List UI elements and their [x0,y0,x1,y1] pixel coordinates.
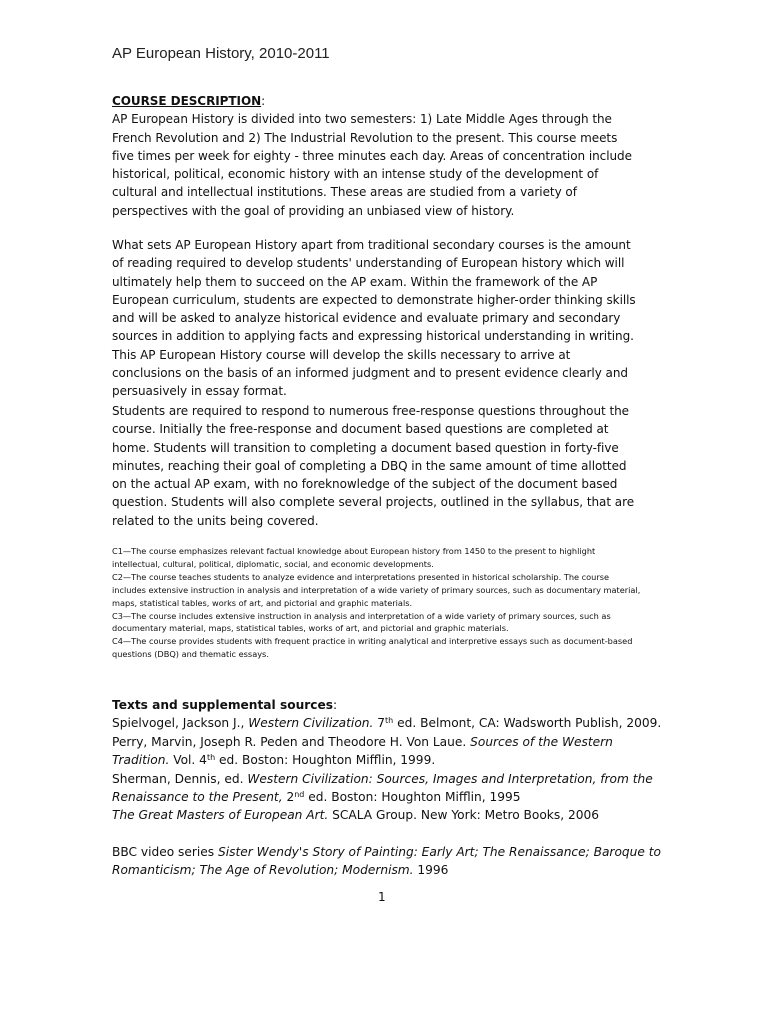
curricular-requirement-c2: C2—The course teaches students to analyze evidence and interpretations presented in historical scholarship. The course includes extensive instruction in analysis and interpretation of a wide variety of primary sources, such as documentary material, maps, statistical tables, works of art, and pictorial and graphic materials. [112,571,641,608]
source-entry-perry [112,733,652,770]
source-title: Western Civilization. [248,716,374,731]
source-title: The Great Masters of European Art. [112,808,329,823]
document-header: AP European History, 2010-2011 [112,45,330,62]
texts-heading-line [112,696,652,714]
source-publication: ed. Belmont, CA: Wadsworth Publish, 2009. [393,716,662,731]
source-title: Western Civilization: Sources, Images and Interpretation, from the [247,771,653,786]
video-series-year: 1996 [413,863,449,878]
source-publication: SCALA Group. New York: Metro Books, 2006 [328,808,599,823]
course-description-heading: COURSE DESCRIPTION [112,94,262,108]
video-series-prefix: BBC video series [112,844,219,859]
source-edition-suffix: nd [294,790,305,800]
course-description-paragraph-3: Students are required to respond to numerous free-response questions throughout the course. Initially the free-response and document based questions are completed at home. Students will transition to completing a document based question in forty-five minutes, reaching their goal of completing a DBQ in the same amount of time allotted on the actual AP exam, with no foreknowledge of the subject of the document based question. Students will also complete several projects, outlined in the syllabus, that are related to the units being covered. [112,404,635,528]
course-description-paragraph-1: AP European History is divided into two semesters: 1) Late Middle Ages through the French Revolution and 2) The Industrial Revolution to the present. This course meets five times per week for eighty - three minutes each day. Areas of concentration include historical, political, economic history with an intense study of the development of cultural and intellectual institutions. These areas are studied from a variety of perspectives with the goal of providing an unbiased view of history. [112,112,632,218]
source-publication: ed. Boston: Houghton Mifflin, 1999. [215,753,436,768]
course-description-paragraph-2: What sets AP European History apart from traditional secondary courses is the amount of reading required to develop students' understanding of European history which will ultimately help them to succeed on the AP exam. Within the framework of the AP European curriculum, students are expected to demonstrate higher-order thinking skills and will be asked to analyze historical evidence and evaluate primary and secondary sources in addition to applying facts and expressing historical understanding in writing. This AP European History course will develop the skills necessary to arrive at conclusions on the basis of an informed judgment and to present evidence clearly and persuasively in essay format. [112,238,636,399]
curricular-requirements [112,545,642,661]
curricular-requirement-c4: C4—The course provides students with frequent practice in writing analytical and interpretive essays such as document-based questions (DBQ) and thematic essays. [112,636,633,660]
source-edition-suffix: th [206,753,216,763]
source-entry-bbc-video [112,843,661,880]
course-description-section [112,92,637,220]
video-series-title-continued: Romanticism; The Age of Revolution; Modernism. [112,863,414,878]
source-entry-great-masters [112,806,652,824]
source-author: Spielvogel, Jackson J., [112,716,249,731]
texts-section [112,696,662,880]
curricular-requirement-c1: C1—The course emphasizes relevant factual knowledge about European history from 1450 to the present to highlight intellectual, cultural, political, diplomatic, social, and economic developments. [112,546,596,569]
source-edition: 7 [373,716,386,731]
source-entry-spielvogel [112,714,662,732]
source-edition-suffix: th [385,716,394,726]
source-title: Sources of the Western [470,734,613,749]
course-description-heading-colon: : [261,94,266,108]
source-author: Sherman, Dennis, ed. [112,771,248,786]
course-description-heading-line [112,92,637,110]
source-title-continued: Tradition. [112,753,170,768]
video-series-title: Sister Wendy's Story of Painting: Early Art; The Renaissance; Baroque to [218,844,661,859]
source-author: Perry, Marvin, Joseph R. Peden and Theodore H. Von Laue. [112,734,471,749]
source-entry-sherman [112,770,652,807]
page-number: 1 [378,890,386,904]
source-edition: 2 [282,790,295,805]
source-title-continued: Renaissance to the Present, [112,790,283,805]
curricular-requirement-c3: C3—The course includes extensive instruction in analysis and interpretation of a wide variety of primary sources, such as documentary material, maps, statistical tables, works of art, and pictorial and graphic materials. [112,610,611,634]
source-volume: Vol. 4 [169,753,207,768]
texts-heading-colon: : [333,698,338,712]
texts-heading: Texts and supplemental sources [112,698,334,712]
source-publication: ed. Boston: Houghton Mifflin, 1995 [304,790,521,805]
